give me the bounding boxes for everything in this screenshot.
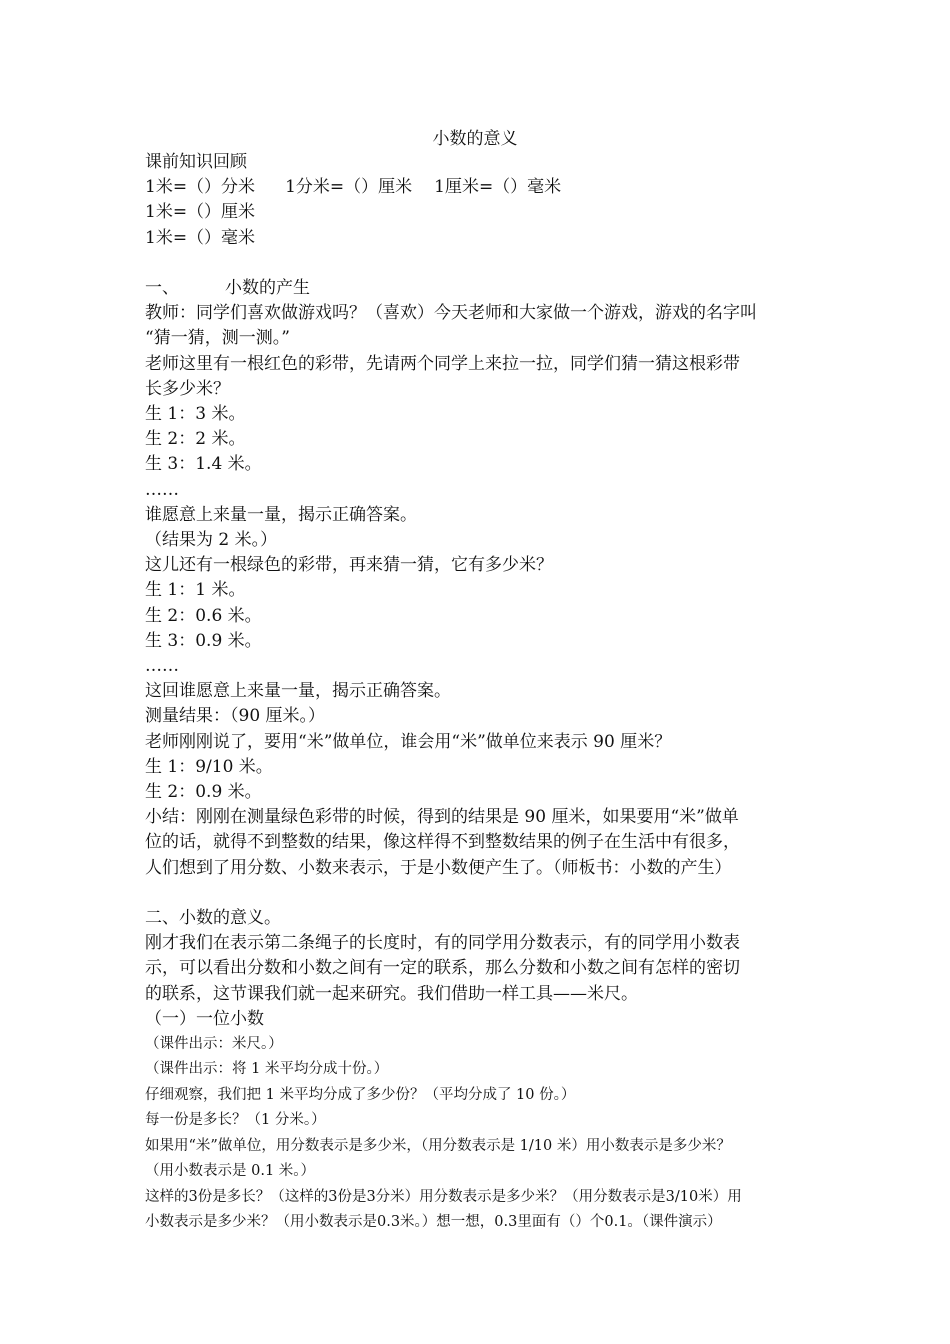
review-row-1 bbox=[145, 175, 825, 200]
document-title: 小数的意义 bbox=[432, 129, 518, 149]
section-1-title: 小数的产生 bbox=[225, 278, 310, 298]
paragraph-line: （结果为 2 米。） bbox=[145, 530, 278, 551]
paragraph-line: 生 2：0.6 米。 bbox=[145, 605, 262, 626]
section-1-heading bbox=[145, 276, 825, 301]
paragraph-line: “猜一猜，测一测。” bbox=[145, 328, 290, 349]
review-row-2: 1米=（）厘米 bbox=[145, 202, 256, 223]
blank-line bbox=[145, 251, 825, 276]
paragraph-line: 示，可以看出分数和小数之间有一定的联系，那么分数和小数之间有怎样的密切 bbox=[145, 958, 740, 979]
section-1-content bbox=[145, 301, 825, 881]
review-item: 1厘米=（）毫米 bbox=[434, 177, 562, 198]
paragraph-line: 生 3：1.4 米。 bbox=[145, 454, 262, 475]
paragraph-line: 生 1：9/10 米。 bbox=[145, 756, 273, 777]
paragraph-line: 老师刚刚说了，要用“米”做单位，谁会用“米”做单位来表示 90 厘米？ bbox=[145, 731, 672, 752]
section-2-heading: 二、小数的意义。 bbox=[145, 908, 281, 929]
review-item: 1分米=（）厘米 bbox=[285, 177, 413, 198]
paragraph-line: （用小数表示是 0.1 米。） bbox=[145, 1163, 316, 1180]
paragraph-line: （课件出示：米尺。） bbox=[145, 1036, 283, 1053]
paragraph-line: 人们想到了用分数、小数来表示，于是小数便产生了。（师板书：小数的产生） bbox=[145, 857, 732, 878]
paragraph-line: 这回谁愿意上来量一量，揭示正确答案。 bbox=[145, 681, 451, 702]
paragraph-line: 长多少米？ bbox=[145, 378, 230, 399]
paragraph-line: 位的话，就得不到整数的结果，像这样得不到整数结果的例子在生活中有很多， bbox=[145, 832, 740, 853]
paragraph-line: 这儿还有一根绿色的彩带，再来猜一猜，它有多少米？ bbox=[145, 555, 553, 576]
paragraph-line: …… bbox=[145, 479, 179, 500]
section-1-number: 一、 bbox=[145, 278, 179, 298]
paragraph-line: 如果用“米”做单位，用分数表示是多少米，（用分数表示是 1/10 米）用小数表示是多少米？ bbox=[145, 1137, 731, 1154]
paragraph-line: 生 1：3 米。 bbox=[145, 404, 246, 425]
paragraph-line: 测量结果：（90 厘米。） bbox=[145, 706, 326, 727]
document-body bbox=[145, 150, 825, 1235]
paragraph-line: 生 2：2 米。 bbox=[145, 429, 246, 450]
paragraph-line: 生 3：0.9 米。 bbox=[145, 630, 262, 651]
paragraph-line: 每一份是多长？（1 分米。） bbox=[145, 1112, 326, 1129]
paragraph-line: 生 2：0.9 米。 bbox=[145, 782, 262, 803]
paragraph-line: 小数表示是多少米？（用小数表示是0.3米。）想一想，0.3里面有（）个0.1。（课件演示） bbox=[145, 1213, 722, 1230]
paragraph-line: 这样的3份是多长？（这样的3份是3分米）用分数表示是多少米？（用分数表示是3/10米）用 bbox=[145, 1188, 742, 1205]
paragraph-line: 刚才我们在表示第二条绳子的长度时，有的同学用分数表示，有的同学用小数表 bbox=[145, 933, 740, 954]
paragraph-line: 的联系，这节课我们就一起来研究。我们借助一样工具——米尺。 bbox=[145, 983, 638, 1004]
paragraph-line: （课件出示：将 1 米平均分成十份。） bbox=[145, 1061, 389, 1078]
review-row-3: 1米=（）毫米 bbox=[145, 227, 256, 248]
subsection-heading: （一）一位小数 bbox=[145, 1008, 264, 1029]
paragraph-line: 教师：同学们喜欢做游戏吗？（喜欢）今天老师和大家做一个游戏，游戏的名字叫 bbox=[145, 303, 757, 324]
paragraph-line: 生 1：1 米。 bbox=[145, 580, 246, 601]
section-2-content bbox=[145, 931, 825, 1235]
paragraph-line: 老师这里有一根红色的彩带，先请两个同学上来拉一拉，同学们猜一猜这根彩带 bbox=[145, 353, 740, 374]
review-item: 1米=（）分米 bbox=[145, 177, 256, 198]
paragraph-line: 谁愿意上来量一量，揭示正确答案。 bbox=[145, 504, 417, 525]
review-heading: 课前知识回顾 bbox=[145, 152, 247, 172]
blank-line bbox=[145, 881, 825, 906]
paragraph-line: …… bbox=[145, 656, 179, 677]
paragraph-line: 小结：刚刚在测量绿色彩带的时候，得到的结果是 90 厘米，如果要用“米”做单 bbox=[145, 807, 739, 828]
paragraph-line: 仔细观察，我们把 1 米平均分成了多少份？（平均分成了 10 份。） bbox=[145, 1086, 576, 1103]
